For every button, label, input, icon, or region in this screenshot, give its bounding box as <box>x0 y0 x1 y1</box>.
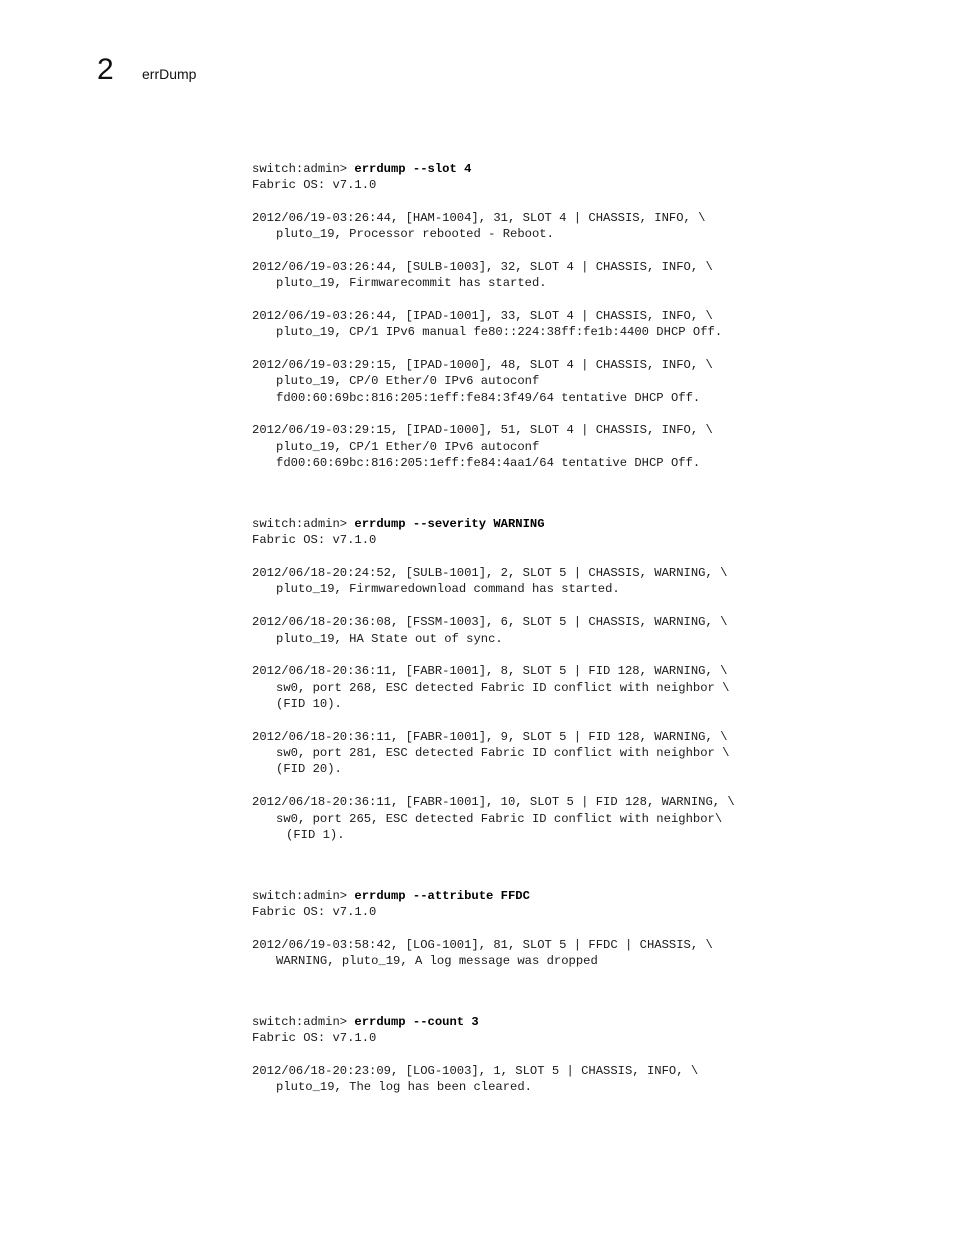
log-entry-line: 2012/06/18-20:36:08, [FSSM-1003], 6, SLOT 5 | CHASSIS, WARNING, \ <box>252 615 728 629</box>
log-entry-line: pluto_19, Firmwarecommit has started. <box>276 276 547 290</box>
log-entry-line: fd00:60:69bc:816:205:1eff:fe84:3f49/64 tentative DHCP Off. <box>276 391 701 405</box>
log-entry-line: pluto_19, CP/1 IPv6 manual fe80::224:38ff:fe1b:4400 DHCP Off. <box>276 325 723 339</box>
version-line: Fabric OS: v7.1.0 <box>252 905 377 919</box>
log-entry-line: pluto_19, Processor rebooted - Reboot. <box>276 227 554 241</box>
log-entry-line: fd00:60:69bc:816:205:1eff:fe84:4aa1/64 tentative DHCP Off. <box>276 456 701 470</box>
version-line: Fabric OS: v7.1.0 <box>252 1031 377 1045</box>
log-entry-line: sw0, port 281, ESC detected Fabric ID conflict with neighbor \ <box>276 746 730 760</box>
log-entry-line: 2012/06/18-20:36:11, [FABR-1001], 9, SLOT 5 | FID 128, WARNING, \ <box>252 730 728 744</box>
log-entry-line: (FID 1). <box>286 828 345 842</box>
prompt: switch:admin> <box>252 889 355 903</box>
command: errdump --slot 4 <box>354 162 472 176</box>
log-entry-line: sw0, port 268, ESC detected Fabric ID conflict with neighbor \ <box>276 681 730 695</box>
log-entry-line: 2012/06/18-20:36:11, [FABR-1001], 10, SLOT 5 | FID 128, WARNING, \ <box>252 795 735 809</box>
section-title: errDump <box>142 66 197 82</box>
log-entry-line: sw0, port 265, ESC detected Fabric ID conflict with neighbor\ <box>276 812 723 826</box>
log-entry-line: 2012/06/19-03:29:15, [IPAD-1000], 48, SLOT 4 | CHASSIS, INFO, \ <box>252 358 713 372</box>
chapter-number: 2 <box>97 53 114 86</box>
command-line <box>252 1014 479 1030</box>
version-line: Fabric OS: v7.1.0 <box>252 178 377 192</box>
version-line: Fabric OS: v7.1.0 <box>252 533 377 547</box>
log-entry-line: WARNING, pluto_19, A log message was dropped <box>276 954 598 968</box>
log-entry-line: 2012/06/18-20:36:11, [FABR-1001], 8, SLOT 5 | FID 128, WARNING, \ <box>252 664 728 678</box>
command: errdump --attribute FFDC <box>354 889 530 903</box>
log-entry-line: pluto_19, The log has been cleared. <box>276 1080 532 1094</box>
log-entry-line: 2012/06/19-03:58:42, [LOG-1001], 81, SLOT 5 | FFDC | CHASSIS, \ <box>252 938 713 952</box>
log-entry-line: pluto_19, CP/0 Ether/0 IPv6 autoconf <box>276 374 540 388</box>
log-entry-line: 2012/06/18-20:24:52, [SULB-1001], 2, SLOT 5 | CHASSIS, WARNING, \ <box>252 566 728 580</box>
log-entry-line: pluto_19, HA State out of sync. <box>276 632 503 646</box>
prompt: switch:admin> <box>252 517 355 531</box>
log-entry-line: 2012/06/18-20:23:09, [LOG-1003], 1, SLOT 5 | CHASSIS, INFO, \ <box>252 1064 699 1078</box>
command: errdump --count 3 <box>354 1015 479 1029</box>
log-entry-line: 2012/06/19-03:26:44, [HAM-1004], 31, SLOT 4 | CHASSIS, INFO, \ <box>252 211 706 225</box>
log-entry-line: (FID 10). <box>276 697 342 711</box>
log-entry-line: pluto_19, CP/1 Ether/0 IPv6 autoconf <box>276 440 540 454</box>
log-entry-line: (FID 20). <box>276 762 342 776</box>
prompt: switch:admin> <box>252 1015 355 1029</box>
command: errdump --severity WARNING <box>354 517 545 531</box>
command-line <box>252 888 530 904</box>
command-line <box>252 516 545 532</box>
log-entry-line: 2012/06/19-03:29:15, [IPAD-1000], 51, SLOT 4 | CHASSIS, INFO, \ <box>252 423 713 437</box>
prompt: switch:admin> <box>252 162 355 176</box>
log-entry-line: pluto_19, Firmwaredownload command has started. <box>276 582 620 596</box>
log-entry-line: 2012/06/19-03:26:44, [SULB-1003], 32, SLOT 4 | CHASSIS, INFO, \ <box>252 260 713 274</box>
log-entry-line: 2012/06/19-03:26:44, [IPAD-1001], 33, SLOT 4 | CHASSIS, INFO, \ <box>252 309 713 323</box>
command-line <box>252 161 471 177</box>
